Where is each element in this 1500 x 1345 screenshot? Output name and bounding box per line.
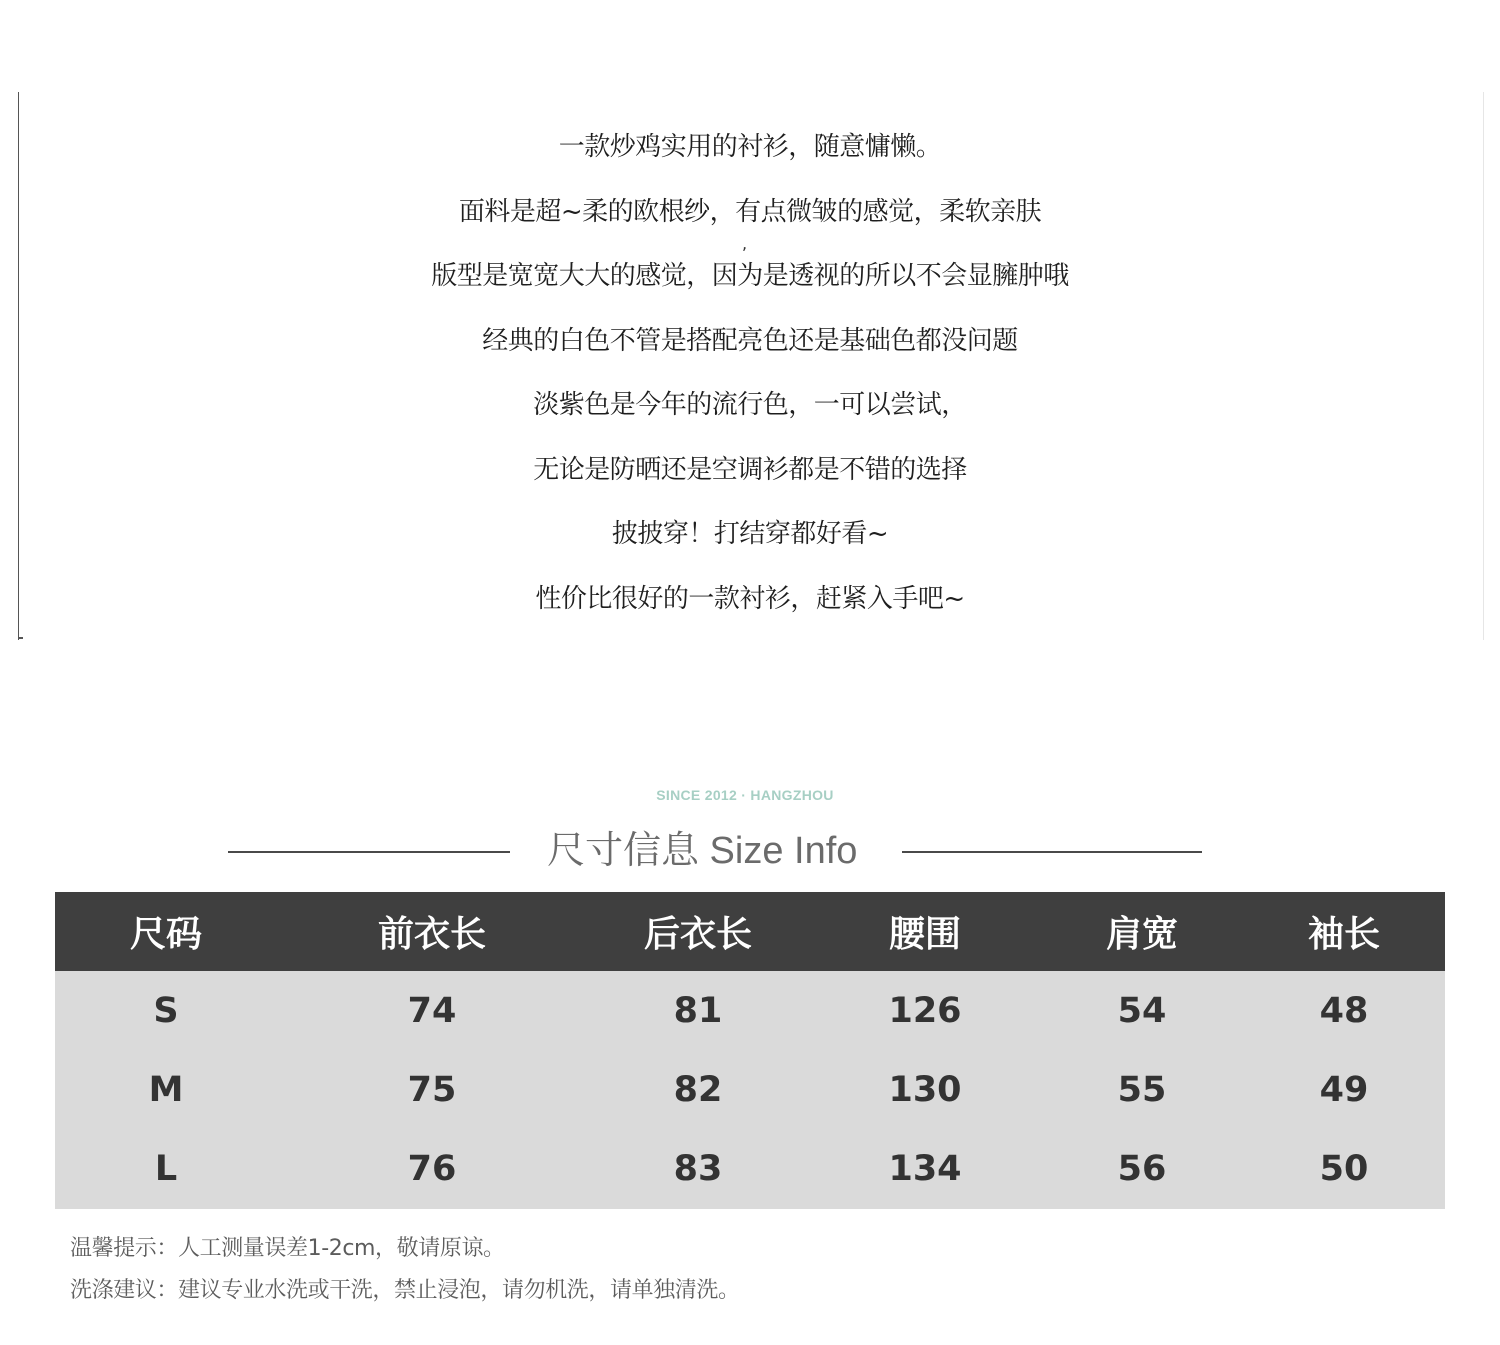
description-line: 一款炒鸡实用的衬衫，随意慵懒。 — [558, 132, 942, 162]
header-sleeve: 袖长 — [1243, 892, 1445, 971]
cell-back-length: 81 — [587, 971, 809, 1050]
description-line: 面料是超~柔的欧根纱，有点微皱的感觉，柔软亲肤 — [458, 196, 1042, 227]
cell-front-length: 76 — [277, 1129, 587, 1209]
description-line: 性价比很好的一款衬衫，赶紧入手吧~ — [535, 583, 965, 614]
table-row — [55, 1050, 1445, 1129]
cell-waist: 134 — [809, 1129, 1041, 1209]
washing-advice: 洗涤建议：建议专业水洗或干洗，禁止浸泡，请勿机洗，请单独清洗。 — [70, 1278, 740, 1303]
size-info-heading — [0, 826, 1500, 876]
brand-tagline: SINCE 2012 · HANGZHOU — [656, 787, 834, 803]
cell-size: L — [55, 1129, 277, 1209]
description-line: 无论是防晒还是空调衫都是不错的选择 — [533, 454, 967, 485]
cell-shoulder: 55 — [1041, 1050, 1243, 1129]
cell-shoulder: 54 — [1041, 971, 1243, 1050]
cell-sleeve: 48 — [1243, 971, 1445, 1050]
stray-comma-mark: , — [742, 234, 748, 253]
header-back-length: 后衣长 — [587, 892, 809, 971]
cell-size: S — [55, 971, 277, 1050]
description-line: 淡紫色是今年的流行色，一可以尝试， — [533, 390, 967, 420]
measurement-tip: 温馨提示：人工测量误差1-2cm，敬请原谅。 — [70, 1236, 505, 1261]
cell-front-length: 75 — [277, 1050, 587, 1129]
table-row — [55, 1129, 1445, 1209]
description-line: 披披穿！打结穿都好看~ — [611, 519, 889, 549]
cell-sleeve: 49 — [1243, 1050, 1445, 1129]
cell-waist: 130 — [809, 1050, 1041, 1129]
cell-sleeve: 50 — [1243, 1129, 1445, 1209]
cell-waist: 126 — [809, 971, 1041, 1050]
cell-size: M — [55, 1050, 277, 1129]
header-waist: 腰围 — [809, 892, 1041, 971]
table-row — [55, 971, 1445, 1050]
header-front-length: 前衣长 — [277, 892, 587, 971]
table-header-row — [55, 892, 1445, 971]
heading-rule-left — [228, 851, 510, 853]
product-description — [0, 125, 1500, 641]
header-size: 尺码 — [55, 892, 277, 971]
cell-back-length: 83 — [587, 1129, 809, 1209]
size-table — [55, 892, 1445, 1209]
cell-front-length: 74 — [277, 971, 587, 1050]
cell-shoulder: 56 — [1041, 1129, 1243, 1209]
size-info-title: 尺寸信息 Size Info — [547, 830, 858, 872]
care-notes — [70, 1228, 740, 1312]
description-line: 版型是宽宽大大的感觉，因为是透视的所以不会显臃肿哦 — [431, 261, 1069, 291]
cell-back-length: 82 — [587, 1050, 809, 1129]
header-shoulder: 肩宽 — [1041, 892, 1243, 971]
description-line: 经典的白色不管是搭配亮色还是基础色都没问题 — [482, 325, 1018, 356]
heading-rule-right — [902, 851, 1202, 853]
